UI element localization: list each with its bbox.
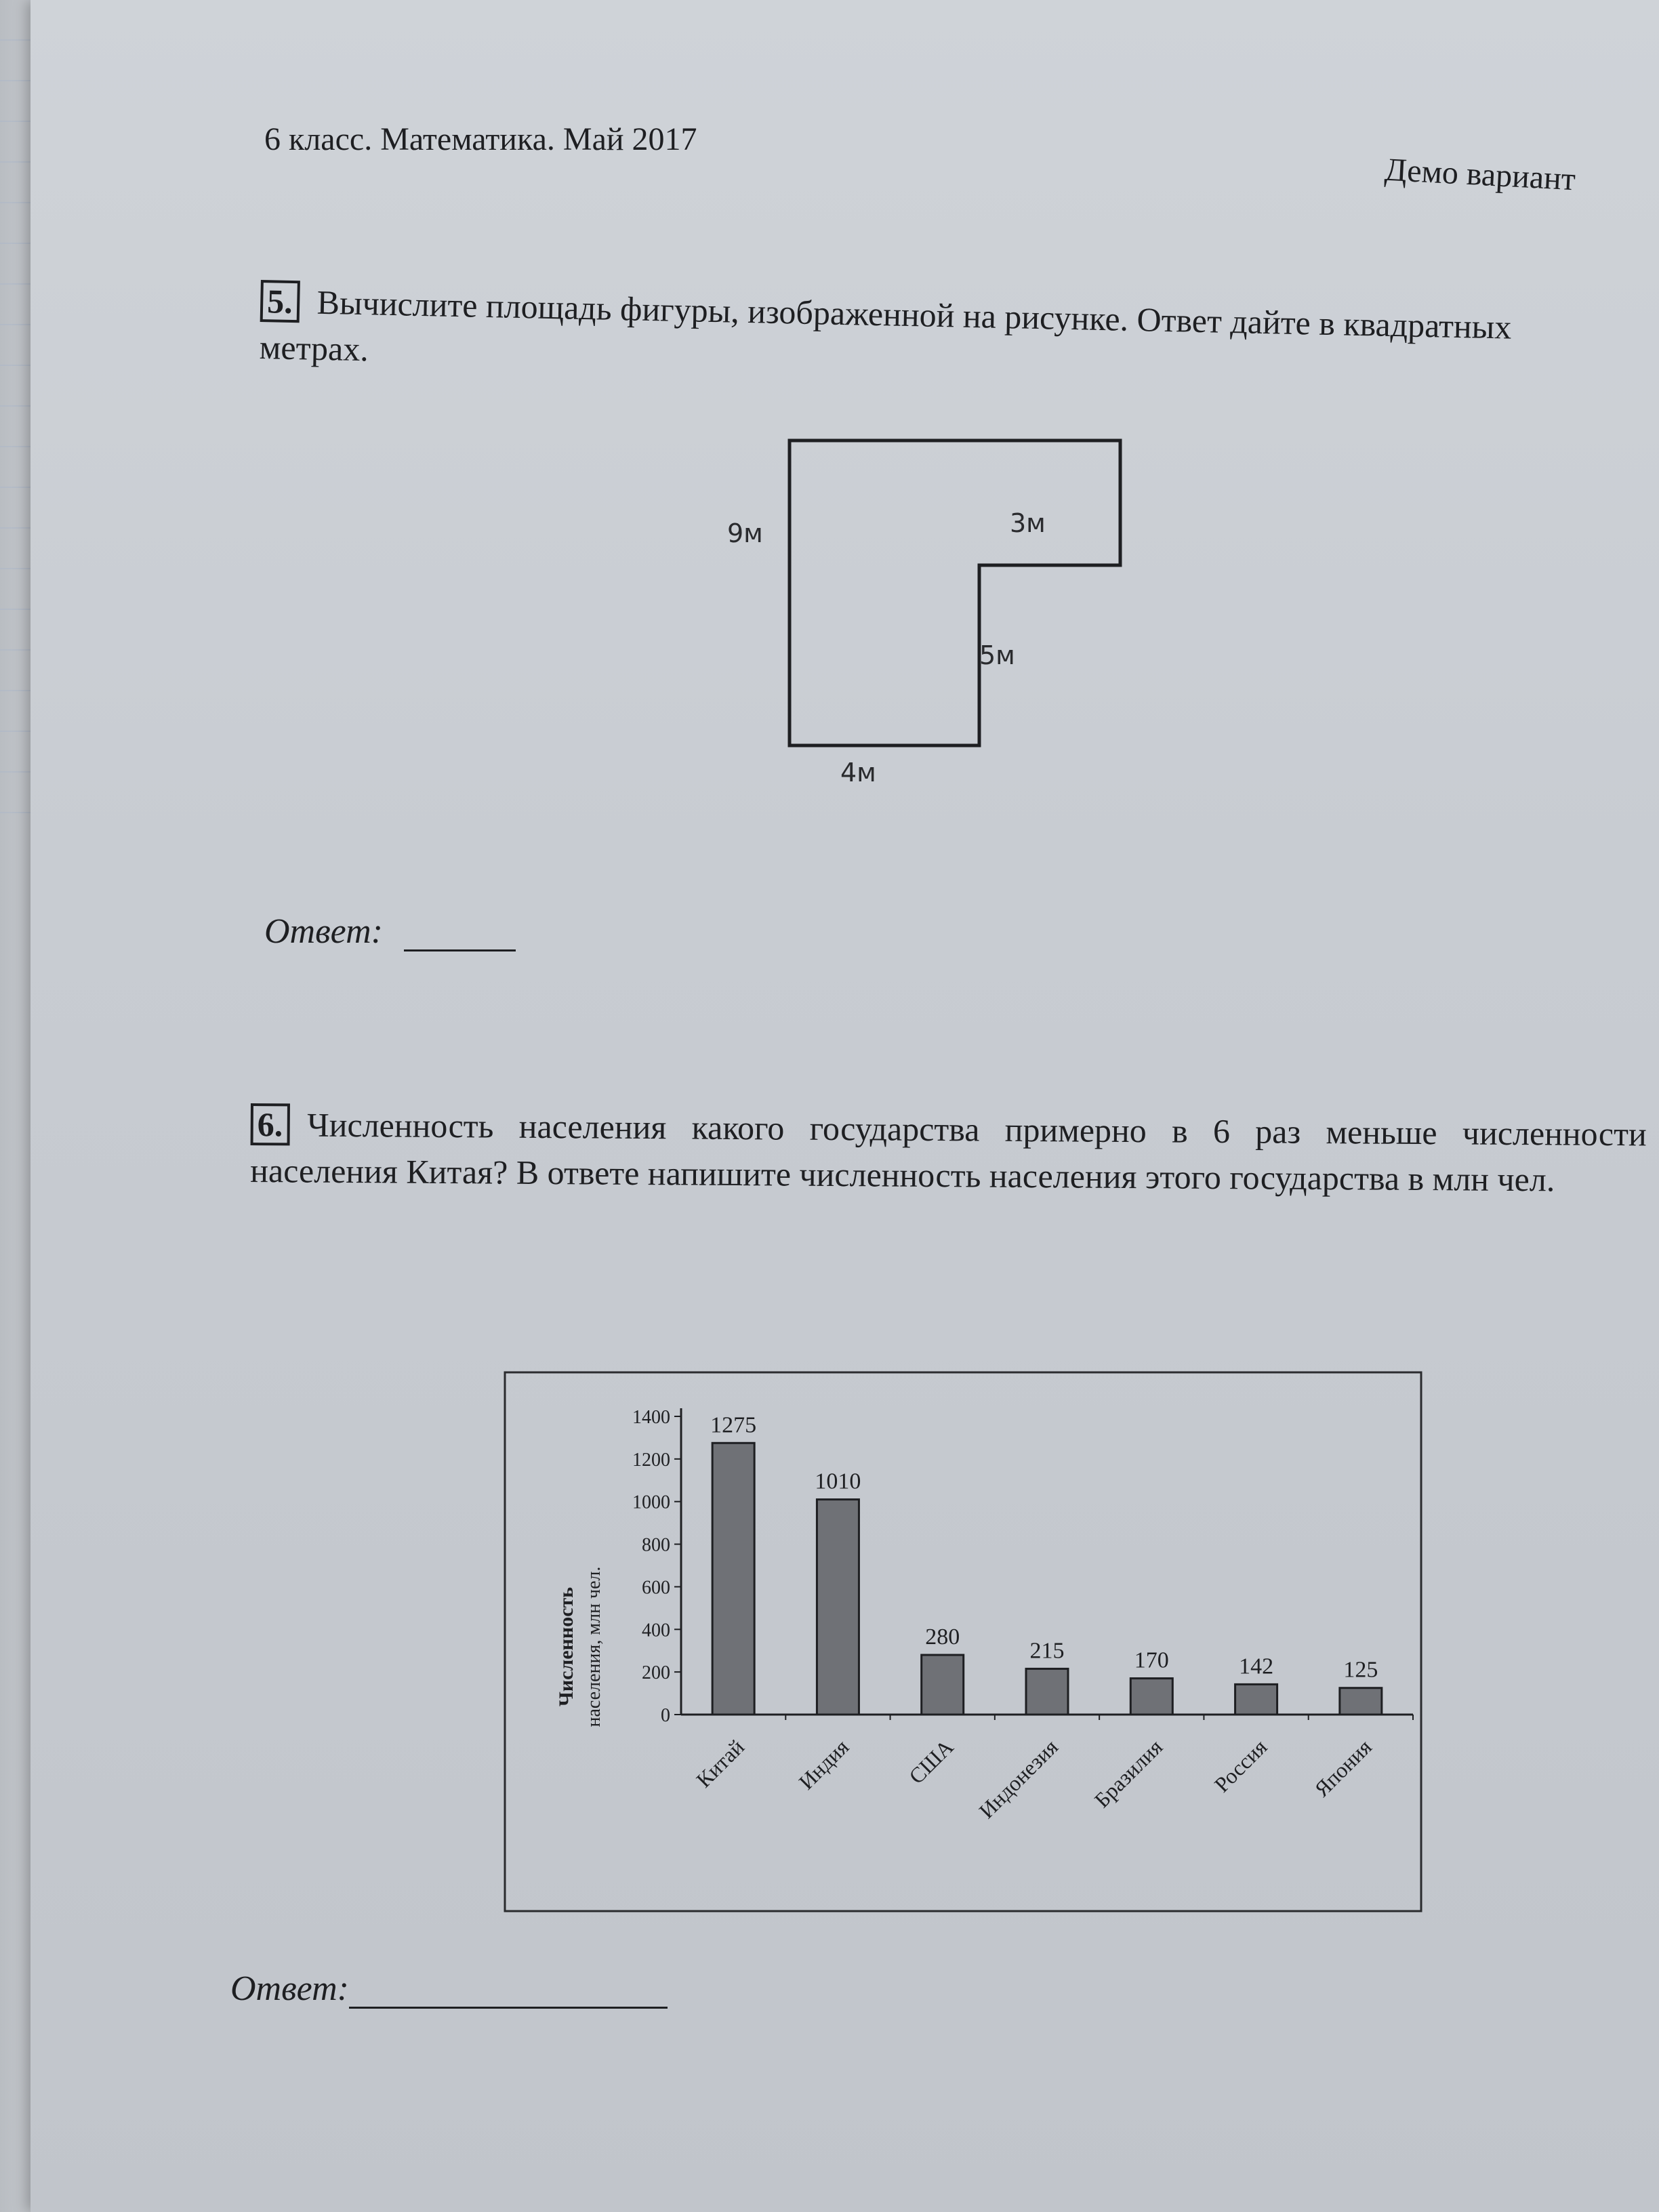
bar [1340,1688,1382,1715]
bar-value-label: 170 [1134,1647,1169,1673]
bar [817,1500,859,1715]
y-tick-label: 1000 [632,1492,670,1513]
bar [922,1655,964,1715]
bar [1026,1668,1068,1715]
bar-value-label: 280 [925,1624,960,1650]
task5-block [259,278,1622,398]
header-left: 6 класс. Математика. Май 2017 [264,121,697,157]
task5-text: Вычислите площадь фигуры, изображенной на рисунке. Ответ дайте в квадратных метрах. [259,283,1512,369]
x-tick-label: Япония [1309,1734,1376,1802]
dim-left: 9м [727,518,763,548]
dim-inner: 5м [979,640,1015,670]
dim-top-right: 3м [1010,508,1046,538]
task6-answer [230,1969,668,2009]
task5-answer-label: Ответ: [264,912,383,951]
bar-value-label: 1275 [710,1412,757,1438]
bar [712,1443,754,1715]
task6-number: 6. [251,1103,290,1145]
ylabel-line2: населения, млн чел. [583,1566,605,1727]
y-tick-label: 1400 [632,1407,670,1428]
y-tick-label: 0 [661,1705,670,1726]
l-shape-figure [762,420,1169,773]
task5-answer [264,912,516,951]
l-shape-outline [790,441,1120,745]
x-tick-label: Китай [691,1734,750,1793]
bar-value-label: 215 [1029,1638,1065,1664]
y-tick-label: 1200 [632,1449,670,1471]
task5-number: 5. [260,280,300,323]
x-tick-label: Россия [1209,1734,1272,1797]
x-tick-label: Бразилия [1089,1734,1168,1813]
y-tick-label: 600 [642,1577,670,1599]
x-tick-label: Индонезия [974,1734,1063,1824]
task6-answer-line[interactable] [349,1977,668,2009]
bar-value-label: 125 [1343,1657,1378,1683]
task6-block [250,1101,1647,1203]
task5-answer-line[interactable] [404,920,516,951]
bar [1130,1679,1172,1715]
ylabel-line1: Численность [555,1586,577,1707]
header-right: Демо вариант [1383,151,1577,198]
task6-text: Численность населения какого государства примерно в 6 раз меньше численности населения Китая? В ответе напишите численность населения этого государства в млн чел. [250,1105,1647,1199]
exam-page [30,0,1659,2212]
x-tick-label: США [903,1734,958,1789]
y-axis-title [555,1566,605,1727]
y-tick-label: 200 [642,1662,670,1684]
population-chart [498,1369,1433,1914]
y-tick-label: 400 [642,1620,670,1641]
task6-answer-label: Ответ: [230,1969,349,2008]
bar-value-label: 142 [1239,1654,1274,1679]
x-tick-label: Индия [794,1734,854,1795]
bar-value-label: 1010 [815,1469,861,1494]
dim-bottom: 4м [840,758,876,787]
y-tick-label: 800 [642,1534,670,1556]
bar [1235,1684,1277,1715]
